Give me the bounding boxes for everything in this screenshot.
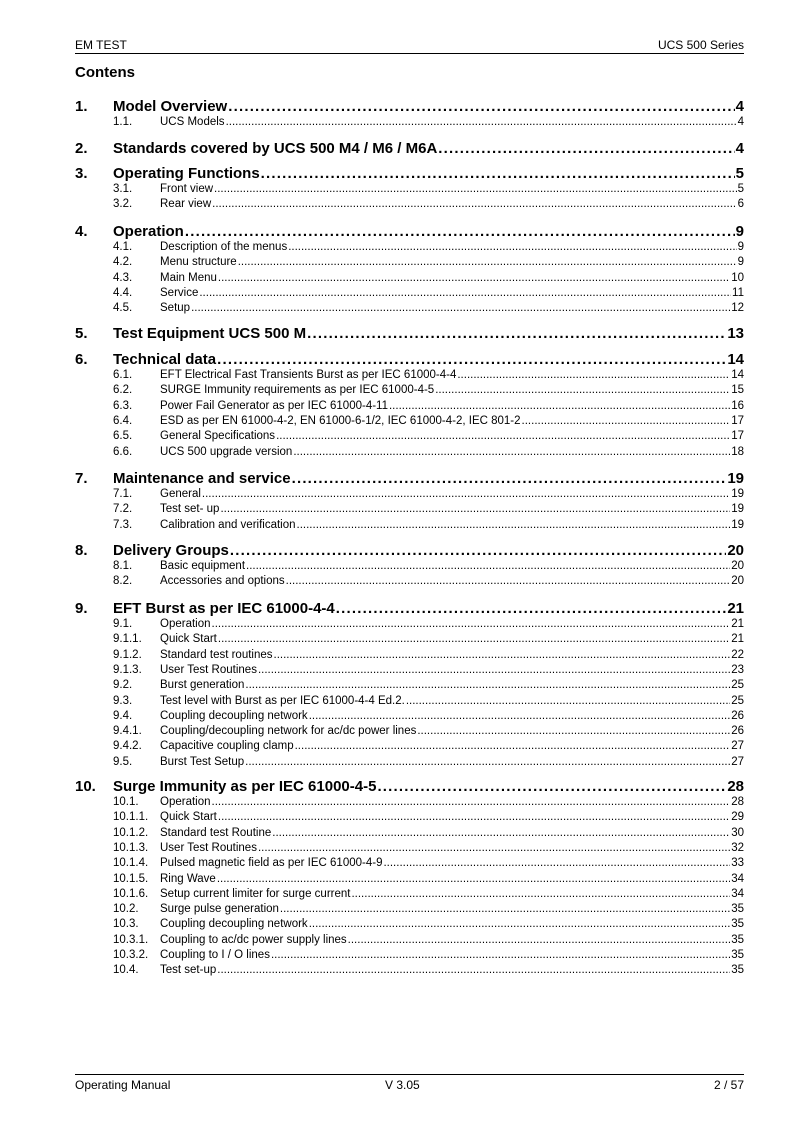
toc-entry-title: Ring Wave bbox=[160, 872, 216, 885]
footer-document-type: Operating Manual bbox=[75, 1078, 171, 1092]
toc-entry-title: SURGE Immunity requirements as per IEC 61000-4-5 bbox=[160, 384, 435, 397]
toc-entry-number: 2. bbox=[75, 140, 88, 157]
toc-entry-page: 27 bbox=[731, 740, 744, 753]
toc-entry-title: EFT Burst as per IEC 61000-4-4 bbox=[113, 600, 335, 617]
toc-entry-page: 19 bbox=[731, 488, 744, 500]
toc-entry-number: 6. bbox=[75, 351, 88, 368]
toc-entry-page: 4 bbox=[737, 116, 744, 128]
toc-entry-title: Burst Test Setup bbox=[160, 755, 245, 768]
toc-section-entry[interactable] bbox=[75, 888, 744, 900]
toc-entry-page: 21 bbox=[731, 633, 744, 646]
toc-entry-number: 6.6. bbox=[113, 445, 133, 458]
toc-entry-page: 20 bbox=[731, 560, 744, 572]
toc-entry-number: 5. bbox=[75, 325, 88, 342]
toc-entry-page: 27 bbox=[731, 755, 744, 768]
toc-entry-title: Quick Start bbox=[160, 633, 217, 646]
dot-leader bbox=[238, 256, 737, 268]
dot-leader bbox=[276, 430, 730, 442]
toc-entry-number: 10.3.2. bbox=[113, 949, 149, 961]
toc-section-entry[interactable] bbox=[75, 369, 744, 381]
dot-leader bbox=[297, 519, 731, 531]
dot-leader bbox=[217, 964, 730, 976]
toc-entry-title: Surge Immunity as per IEC 61000-4-5 bbox=[113, 778, 377, 795]
toc-entry-number: 9.1.3. bbox=[113, 663, 142, 676]
dot-leader bbox=[351, 888, 730, 900]
page-footer bbox=[75, 1074, 744, 1092]
dot-leader bbox=[212, 796, 731, 808]
toc-entry-title: Pulsed magnetic field as per IEC 61000-4-9 bbox=[160, 857, 383, 870]
dot-leader bbox=[217, 873, 730, 885]
toc-section-entry[interactable] bbox=[75, 964, 744, 976]
toc-entry-page: 26 bbox=[731, 709, 744, 722]
toc-entry-number: 6.5. bbox=[113, 430, 133, 443]
toc-entry-page: 17 bbox=[731, 414, 744, 427]
dot-leader bbox=[218, 811, 730, 823]
header-product: UCS 500 Series bbox=[657, 38, 744, 52]
toc-entry-title: Operating Functions bbox=[113, 165, 260, 182]
toc-section-entry[interactable] bbox=[75, 272, 744, 284]
toc-entry-title: Description of the menus bbox=[160, 241, 288, 253]
toc-section-entry[interactable] bbox=[75, 256, 744, 268]
toc-entry-number: 8.2. bbox=[113, 575, 133, 588]
dot-leader bbox=[438, 140, 734, 157]
toc-entry-title: Delivery Groups bbox=[113, 542, 229, 559]
toc-entry-page: 21 bbox=[727, 600, 744, 617]
toc-entry-number: 9.1. bbox=[113, 618, 133, 630]
toc-entry-number: 4.5. bbox=[113, 302, 133, 315]
toc-section-entry[interactable] bbox=[75, 503, 744, 515]
toc-entry-title: Test Equipment UCS 500 M bbox=[113, 325, 307, 342]
dot-leader bbox=[288, 241, 736, 253]
toc-entry-number: 8.1. bbox=[113, 560, 133, 572]
toc-entry-title: Coupling to I / O lines bbox=[160, 949, 270, 961]
toc-entry-number: 4.3. bbox=[113, 271, 133, 284]
toc-entry-page: 32 bbox=[731, 841, 744, 854]
toc-entry-page: 17 bbox=[731, 430, 744, 443]
toc-entry-title: Standards covered by UCS 500 M4 / M6 / M6A bbox=[113, 140, 438, 157]
toc-chapter-entry[interactable] bbox=[75, 600, 744, 617]
toc-entry-title: Quick Start bbox=[160, 811, 217, 824]
dot-leader bbox=[220, 503, 730, 515]
toc-entry-page: 34 bbox=[731, 887, 744, 900]
dot-leader bbox=[185, 223, 735, 240]
toc-entry-page: 19 bbox=[727, 470, 744, 487]
toc-section-entry[interactable] bbox=[75, 649, 744, 661]
dot-leader bbox=[214, 183, 737, 195]
toc-entry-title: Operation bbox=[160, 796, 211, 808]
toc-entry-title: General bbox=[160, 488, 201, 500]
toc-entry-title: Maintenance and service bbox=[113, 470, 291, 487]
toc-entry-page: 9 bbox=[735, 223, 744, 240]
footer-version: V 3.05 bbox=[385, 1078, 420, 1092]
toc-section-entry[interactable] bbox=[75, 241, 744, 253]
dot-leader bbox=[258, 664, 730, 676]
dot-leader bbox=[295, 740, 731, 752]
toc-entry-number: 7.2. bbox=[113, 503, 133, 516]
toc-entry-number: 1.1. bbox=[113, 116, 133, 128]
toc-section-entry[interactable] bbox=[75, 811, 744, 823]
dot-leader bbox=[228, 98, 734, 115]
toc-section-entry[interactable] bbox=[75, 519, 744, 531]
toc-entry-number: 9.4.2. bbox=[113, 740, 142, 753]
toc-entry-title: Service bbox=[160, 286, 199, 299]
toc-entry-number: 3.2. bbox=[113, 198, 133, 211]
dot-leader bbox=[435, 384, 730, 396]
toc-entry-number: 4.2. bbox=[113, 256, 133, 269]
toc-entry-title: Coupling/decoupling network for ac/dc power lines bbox=[160, 725, 417, 738]
toc-entry-number: 10.1.2. bbox=[113, 826, 149, 839]
toc-entry-title: Burst generation bbox=[160, 679, 245, 692]
toc-entry-title: Power Fail Generator as per IEC 61000-4-11 bbox=[160, 399, 388, 412]
toc-entry-title: UCS Models bbox=[160, 116, 225, 128]
toc-entry-title: Test set-up bbox=[160, 964, 217, 977]
toc-entry-page: 25 bbox=[731, 679, 744, 692]
page-header bbox=[75, 38, 744, 54]
toc-entry-number: 10.3.1. bbox=[113, 933, 149, 946]
toc-entry-title: Test set- up bbox=[160, 503, 220, 516]
toc-entry-page: 14 bbox=[727, 351, 744, 368]
toc-entry-title: EFT Electrical Fast Transients Burst as per IEC 61000-4-4 bbox=[160, 369, 457, 381]
toc-entry-page: 19 bbox=[731, 503, 744, 516]
toc-chapter-entry[interactable] bbox=[75, 778, 744, 795]
toc-entry-title: User Test Routines bbox=[160, 663, 257, 676]
toc-chapter-entry[interactable] bbox=[75, 351, 744, 368]
toc-entry-number: 6.1. bbox=[113, 369, 133, 381]
toc-entry-page: 33 bbox=[731, 857, 744, 870]
toc-entry-page: 20 bbox=[727, 542, 744, 559]
toc-section-entry[interactable] bbox=[75, 415, 744, 427]
toc-entry-number: 3. bbox=[75, 165, 88, 182]
toc-entry-title: Test level with Burst as per IEC 61000-4-4 Ed.2. bbox=[160, 694, 405, 707]
toc-entry-page: 19 bbox=[731, 518, 744, 531]
dot-leader bbox=[261, 165, 735, 182]
toc-entry-page: 9 bbox=[737, 241, 744, 253]
dot-leader bbox=[309, 710, 731, 722]
toc-section-entry[interactable] bbox=[75, 488, 744, 500]
toc-section-entry[interactable] bbox=[75, 949, 744, 961]
toc-section-entry[interactable] bbox=[75, 430, 744, 442]
dot-leader bbox=[457, 369, 730, 381]
toc-entry-page: 18 bbox=[731, 445, 744, 458]
toc-entry-title: Standard test routines bbox=[160, 648, 273, 661]
toc-entry-title: Technical data bbox=[113, 351, 217, 368]
toc-entry-title: Coupling decoupling network bbox=[160, 709, 308, 722]
toc-entry-title: Surge pulse generation bbox=[160, 903, 279, 916]
dot-leader bbox=[417, 725, 730, 737]
toc-entry-number: 10.1.6. bbox=[113, 887, 149, 900]
toc-section-entry[interactable] bbox=[75, 695, 744, 707]
toc-entry-title: Model Overview bbox=[113, 98, 228, 115]
toc-entry-number: 9.5. bbox=[113, 755, 133, 768]
toc-entry-number: 10.1.5. bbox=[113, 872, 149, 885]
toc-entry-page: 9 bbox=[737, 256, 744, 269]
toc-entry-number: 6.2. bbox=[113, 384, 133, 397]
dot-leader bbox=[406, 695, 730, 707]
toc-entry-title: Rear view bbox=[160, 198, 212, 211]
toc-section-entry[interactable] bbox=[75, 287, 744, 299]
toc-entry-number: 9.3. bbox=[113, 694, 133, 707]
toc-entry-page: 13 bbox=[727, 325, 744, 342]
toc-entry-number: 8. bbox=[75, 542, 88, 559]
dot-leader bbox=[212, 198, 736, 210]
dot-leader bbox=[286, 575, 731, 587]
dot-leader bbox=[258, 842, 730, 854]
toc-entry-page: 34 bbox=[731, 872, 744, 885]
toc-entry-number: 10.4. bbox=[113, 964, 139, 977]
dot-leader bbox=[202, 488, 730, 500]
toc-section-entry[interactable] bbox=[75, 575, 744, 587]
dot-leader bbox=[383, 857, 730, 869]
dot-leader bbox=[199, 287, 731, 299]
dot-leader bbox=[246, 560, 730, 572]
toc-section-entry[interactable] bbox=[75, 560, 744, 572]
toc-entry-page: 35 bbox=[731, 964, 744, 977]
toc-chapter-entry[interactable] bbox=[75, 223, 744, 240]
toc-entry-number: 10.1.1. bbox=[113, 811, 149, 824]
toc-entry-page: 11 bbox=[732, 286, 744, 299]
toc-entry-number: 7.1. bbox=[113, 488, 133, 500]
toc-section-entry[interactable] bbox=[75, 446, 744, 458]
toc-chapter-entry[interactable] bbox=[75, 98, 744, 115]
toc-entry-number: 10.3. bbox=[113, 918, 139, 931]
toc-section-entry[interactable] bbox=[75, 664, 744, 676]
toc-entry-page: 26 bbox=[731, 725, 744, 738]
toc-section-entry[interactable] bbox=[75, 198, 744, 210]
toc-entry-page: 25 bbox=[731, 694, 744, 707]
dot-leader bbox=[218, 633, 730, 645]
toc-entry-number: 9. bbox=[75, 600, 88, 617]
toc-section-entry[interactable] bbox=[75, 918, 744, 930]
toc-entry-title: Setup bbox=[160, 302, 191, 315]
toc-section-entry[interactable] bbox=[75, 796, 744, 808]
dot-leader bbox=[226, 116, 737, 128]
toc-entry-page: 35 bbox=[731, 918, 744, 931]
dot-leader bbox=[336, 600, 727, 617]
toc-entry-page: 35 bbox=[731, 949, 744, 961]
toc-entry-number: 7. bbox=[75, 470, 88, 487]
toc-section-entry[interactable] bbox=[75, 302, 744, 314]
toc-entry-title: Setup current limiter for surge current bbox=[160, 887, 351, 900]
toc-entry-title: Accessories and options bbox=[160, 575, 285, 588]
dot-leader bbox=[274, 649, 731, 661]
toc-entry-number: 10.1. bbox=[113, 796, 139, 808]
toc-entry-page: 20 bbox=[731, 575, 744, 588]
toc-entry-page: 35 bbox=[731, 933, 744, 946]
toc-section-entry[interactable] bbox=[75, 679, 744, 691]
toc-entry-number: 9.2. bbox=[113, 679, 133, 692]
toc-entry-number: 3.1. bbox=[113, 183, 133, 195]
toc-entry-number: 1. bbox=[75, 98, 88, 115]
dot-leader bbox=[272, 827, 730, 839]
toc-entry-page: 21 bbox=[731, 618, 744, 630]
toc-entry-title: Operation bbox=[113, 223, 184, 240]
toc-entry-page: 28 bbox=[731, 796, 744, 808]
dot-leader bbox=[245, 756, 730, 768]
toc-chapter-entry[interactable] bbox=[75, 165, 744, 182]
dot-leader bbox=[245, 679, 730, 691]
toc-entry-number: 6.3. bbox=[113, 399, 133, 412]
toc-entry-page: 5 bbox=[737, 183, 744, 195]
toc-entry-title: Basic equipment bbox=[160, 560, 246, 572]
toc-entry-title: General Specifications bbox=[160, 430, 276, 443]
toc-chapter-entry[interactable] bbox=[75, 470, 744, 487]
toc-entry-number: 4. bbox=[75, 223, 88, 240]
toc-entry-page: 29 bbox=[731, 811, 744, 824]
dot-leader bbox=[191, 302, 730, 314]
toc-chapter-entry[interactable] bbox=[75, 542, 744, 559]
footer-page-number: 2 / 57 bbox=[713, 1078, 744, 1092]
toc-entry-title: Coupling decoupling network bbox=[160, 918, 308, 931]
dot-leader bbox=[218, 272, 730, 284]
toc-entry-number: 7.3. bbox=[113, 518, 133, 531]
dot-leader bbox=[230, 542, 726, 559]
toc-entry-number: 9.1.1. bbox=[113, 633, 142, 646]
toc-entry-page: 23 bbox=[731, 663, 744, 676]
toc-entry-title: Main Menu bbox=[160, 271, 217, 284]
toc-entry-title: ESD as per EN 61000-4-2, EN 61000-6-1/2, IEC 61000-4-2, IEC 801-2 bbox=[160, 414, 521, 427]
header-company: EM TEST bbox=[75, 38, 127, 52]
dot-leader bbox=[217, 351, 726, 368]
toc-entry-number: 10.1.3. bbox=[113, 841, 149, 854]
toc-entry-page: 5 bbox=[735, 165, 744, 182]
toc-entry-number: 10. bbox=[75, 778, 96, 795]
toc-entry-title: Operation bbox=[160, 618, 211, 630]
dot-leader bbox=[292, 470, 727, 487]
toc-section-entry[interactable] bbox=[75, 827, 744, 839]
toc-entry-title: Front view bbox=[160, 183, 214, 195]
dot-leader bbox=[309, 918, 731, 930]
toc-entry-number: 10.1.4. bbox=[113, 857, 149, 870]
toc-title: Contens bbox=[75, 64, 135, 81]
toc-entry-title: Standard test Routine bbox=[160, 826, 272, 839]
toc-entry-page: 22 bbox=[731, 648, 744, 661]
toc-entry-page: 35 bbox=[731, 903, 744, 916]
toc-entry-page: 6 bbox=[737, 198, 744, 211]
toc-entry-page: 4 bbox=[735, 98, 744, 115]
dot-leader bbox=[377, 778, 726, 795]
toc-section-entry[interactable] bbox=[75, 116, 744, 128]
dot-leader bbox=[280, 903, 730, 915]
toc-section-entry[interactable] bbox=[75, 934, 744, 946]
toc-entry-title: Coupling to ac/dc power supply lines bbox=[160, 933, 347, 946]
toc-entry-title: Menu structure bbox=[160, 256, 237, 269]
dot-leader bbox=[271, 949, 730, 961]
toc-entry-number: 4.4. bbox=[113, 286, 133, 299]
toc-section-entry[interactable] bbox=[75, 710, 744, 722]
toc-entry-number: 4.1. bbox=[113, 241, 133, 253]
toc-entry-page: 12 bbox=[731, 302, 744, 315]
toc-entry-title: Capacitive coupling clamp bbox=[160, 740, 294, 753]
dot-leader bbox=[212, 618, 731, 630]
toc-entry-number: 9.4.1. bbox=[113, 725, 142, 738]
toc-entry-page: 10 bbox=[731, 271, 744, 284]
toc-entry-page: 28 bbox=[727, 778, 744, 795]
toc-entry-page: 15 bbox=[731, 384, 744, 397]
dot-leader bbox=[389, 400, 730, 412]
dot-leader bbox=[307, 325, 726, 342]
toc-chapter-entry[interactable] bbox=[75, 140, 744, 157]
toc-entry-title: User Test Routines bbox=[160, 841, 257, 854]
toc-section-entry[interactable] bbox=[75, 903, 744, 915]
toc-section-entry[interactable] bbox=[75, 725, 744, 737]
dot-leader bbox=[348, 934, 731, 946]
toc-entry-number: 6.4. bbox=[113, 414, 133, 427]
toc-section-entry[interactable] bbox=[75, 400, 744, 412]
toc-entry-title: Calibration and verification bbox=[160, 518, 296, 531]
toc-section-entry[interactable] bbox=[75, 756, 744, 768]
toc-entry-number: 9.1.2. bbox=[113, 648, 142, 661]
toc-entry-number: 10.2. bbox=[113, 903, 139, 916]
dot-leader bbox=[293, 446, 730, 458]
dot-leader bbox=[522, 415, 731, 427]
toc-entry-page: 16 bbox=[731, 399, 744, 412]
toc-section-entry[interactable] bbox=[75, 183, 744, 195]
toc-chapter-entry[interactable] bbox=[75, 325, 744, 342]
toc-entry-page: 30 bbox=[731, 826, 744, 839]
toc-section-entry[interactable] bbox=[75, 842, 744, 854]
toc-entry-title: UCS 500 upgrade version bbox=[160, 445, 293, 458]
toc-entry-page: 14 bbox=[731, 369, 744, 381]
toc-section-entry[interactable] bbox=[75, 384, 744, 396]
toc-section-entry[interactable] bbox=[75, 618, 744, 630]
toc-entry-page: 4 bbox=[735, 140, 744, 157]
toc-entry-number: 9.4. bbox=[113, 709, 133, 722]
toc-section-entry[interactable] bbox=[75, 857, 744, 869]
toc-section-entry[interactable] bbox=[75, 633, 744, 645]
toc-section-entry[interactable] bbox=[75, 873, 744, 885]
toc-section-entry[interactable] bbox=[75, 740, 744, 752]
